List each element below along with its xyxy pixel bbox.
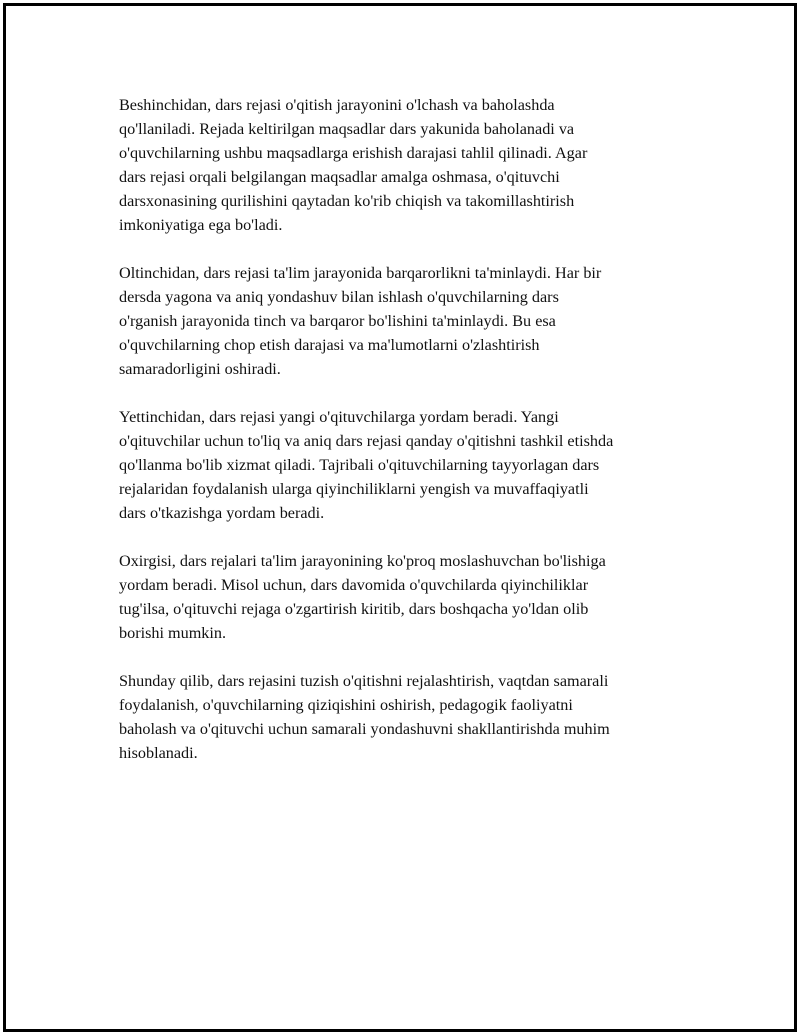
paragraph-5: Shunday qilib, dars rejasini tuzish o'qitishni rejalashtirish, vaqtdan samarali foydalanish, o'quvchilarning qiziqishini oshirish, pedagogik faoliyatni baholash va o'qituvchi uchun samarali yondashuvni shakllantirishda muhim hisoblanadi.: [119, 672, 610, 762]
document-body: [119, 93, 709, 789]
paragraph-1: Beshinchidan, dars rejasi o'qitish jarayonini o'lchash va baholashda qo'llaniladi. Rejada keltirilgan maqsadlar dars yakunida baholanadi va o'quvchilarning ushbu maqsadlarga erishish darajasi tahlil qilinadi. Agar dars rejasi orqali belgilangan maqsadlar amalga oshmasa, o'qituvchi darsxonasining qurilishini qaytadan ko'rib chiqish va takomillashtirish imkoniyatiga ega bo'ladi.: [119, 96, 588, 234]
paragraph-2: Oltinchidan, dars rejasi ta'lim jarayonida barqarorlikni ta'minlaydi. Har bir dersda yagona va aniq yondashuv bilan ishlash o'quvchilarning dars o'rganish jarayonida tinch va barqaror bo'lishini ta'minlaydi. Bu esa o'quvchilarning chop etish darajasi va ma'lumotlarni o'zlashtirish samaradorligini oshiradi.: [119, 264, 602, 378]
paragraph-3: Yettinchidan, dars rejasi yangi o'qituvchilarga yordam beradi. Yangi o'qituvchilar uchun to'liq va aniq dars rejasi qanday o'qitishni tashkil etishda qo'llanma bo'lib xizmat qiladi. Tajribali o'qituvchilarning tayyorlagan dars rejalaridan foydalanish ularga qiyinchiliklarni yengish va muvaffaqiyatli dars o'tkazishga yordam beradi.: [119, 408, 614, 522]
paragraph-4: Oxirgisi, dars rejalari ta'lim jarayonining ko'proq moslashuvchan bo'lishiga yordam beradi. Misol uchun, dars davomida o'quvchilarda qiyinchiliklar tug'ilsa, o'qituvchi rejaga o'zgartirish kiritib, dars boshqacha yo'ldan olib borishi mumkin.: [119, 552, 606, 642]
